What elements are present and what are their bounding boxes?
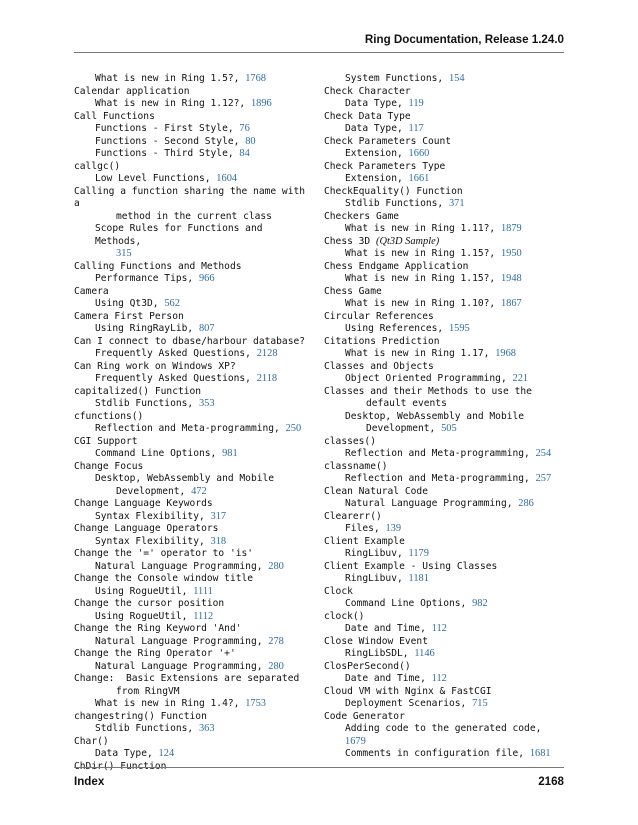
page-reference-link[interactable]: 715 xyxy=(472,698,488,709)
entry-text: Reflection and Meta-programming, xyxy=(95,423,286,434)
page-reference-link[interactable]: 112 xyxy=(431,673,447,684)
index-term xyxy=(74,598,310,611)
entry-text: Chess Game xyxy=(324,285,382,297)
entry-text: Data Type, xyxy=(95,748,159,759)
entry-text: callgc() xyxy=(74,160,121,172)
entry-text: CheckEquality() Function xyxy=(324,185,463,197)
entry-text: What is new in Ring 1.12?, xyxy=(95,98,251,109)
index-subentry xyxy=(324,373,560,386)
index-subentry xyxy=(74,511,310,524)
page-reference-link[interactable]: 1753 xyxy=(245,698,266,709)
index-term xyxy=(74,361,310,374)
index-term xyxy=(74,386,310,399)
page-header-title: Ring Documentation, Release 1.24.0 xyxy=(364,33,564,46)
entry-text: default events xyxy=(366,398,447,409)
entry-text: Classes and Objects xyxy=(324,360,434,372)
index-subentry xyxy=(324,698,560,711)
index-subentry xyxy=(74,536,310,549)
page-reference-link[interactable]: 2118 xyxy=(256,373,278,384)
page-reference-link[interactable]: 1604 xyxy=(216,173,238,184)
index-subentry xyxy=(74,298,310,311)
index-subentry xyxy=(324,573,560,586)
index-subentry xyxy=(74,398,310,411)
index-subentry xyxy=(74,323,310,336)
page-reference-link[interactable]: 250 xyxy=(285,423,302,434)
entry-text: Clearerr() xyxy=(324,510,382,522)
entry-text: Command Line Options, xyxy=(345,598,473,609)
entry-text: Using RingRayLib, xyxy=(95,323,199,334)
index-term xyxy=(74,736,310,749)
entry-text: Client Example - Using Classes xyxy=(324,560,498,572)
index-term xyxy=(324,161,560,174)
index-subentry xyxy=(74,636,310,649)
index-term xyxy=(74,336,310,349)
index-term xyxy=(324,261,560,274)
entry-text: capitalized() Function xyxy=(74,385,202,397)
entry-text: Using Qt3D, xyxy=(95,298,165,309)
index-term xyxy=(324,211,560,224)
entry-text: Change the Ring Keyword 'And' xyxy=(74,623,242,634)
index-subentry xyxy=(324,448,560,461)
entry-text: Reflection and Meta-programming, xyxy=(345,473,536,484)
entry-text: Adding code to the generated code, xyxy=(345,723,548,734)
index-term xyxy=(324,536,560,549)
index-subentry xyxy=(324,473,560,486)
entry-text: Calling a function sharing the name with a xyxy=(74,185,311,209)
index-term xyxy=(324,136,560,149)
entry-text: What is new in Ring 1.10?, xyxy=(345,298,501,309)
index-term xyxy=(324,636,560,649)
page-reference-link[interactable]: 982 xyxy=(472,598,488,609)
entry-text: Desktop, WebAssembly and Mobile xyxy=(95,473,275,484)
index-term xyxy=(74,111,310,124)
entry-text: CGI Support xyxy=(74,435,138,447)
index-subentry xyxy=(74,661,310,674)
entry-text: Check Data Type xyxy=(324,110,411,122)
page-reference-link[interactable]: 318 xyxy=(210,535,227,547)
entry-text: Object Oriented Programming, xyxy=(345,373,513,384)
entry-text: Camera First Person xyxy=(74,310,184,322)
entry-text: method in the current class xyxy=(116,210,272,222)
entry-text: Citations Prediction xyxy=(324,335,440,347)
entry-text: Natural Language Programming, xyxy=(95,660,269,672)
footer-page-number: 2168 xyxy=(538,775,564,788)
page-reference-link[interactable]: 807 xyxy=(198,323,215,334)
entry-text: Stdlib Functions, xyxy=(95,398,199,409)
page-reference-link[interactable]: 117 xyxy=(408,123,424,134)
entry-text: RingLibuv, xyxy=(345,548,409,559)
page-reference-link[interactable]: 353 xyxy=(198,398,215,409)
index-term xyxy=(74,161,310,174)
index-subentry xyxy=(74,123,310,136)
index-subentry xyxy=(74,223,310,248)
entry-text: Classes and their Methods to use the xyxy=(324,385,532,397)
entry-text: Performance Tips, xyxy=(95,273,199,284)
entry-text: Change the cursor position xyxy=(74,598,225,609)
index-subentry xyxy=(324,348,560,361)
page-reference-link[interactable]: 1111 xyxy=(193,585,213,597)
index-subentry xyxy=(324,723,560,748)
index-subentry xyxy=(324,173,560,186)
index-subentry xyxy=(324,411,560,424)
page-reference-link[interactable]: 472 xyxy=(191,485,207,497)
page-reference-link[interactable]: 1879 xyxy=(500,223,522,234)
index-term xyxy=(74,436,310,449)
entry-text: Change: Basic Extensions are separated xyxy=(74,673,300,684)
page-reference-link[interactable]: 221 xyxy=(512,373,529,384)
entry-text: Calendar application xyxy=(74,85,190,97)
entry-text: Can I connect to dbase/harbour database? xyxy=(74,335,306,347)
index-term xyxy=(324,561,560,574)
index-term xyxy=(74,711,310,724)
entry-text: Natural Language Programming, xyxy=(95,635,269,647)
index-subentry xyxy=(324,623,560,636)
index-subentry xyxy=(324,198,560,211)
entry-text: Using RogueUtil, xyxy=(95,610,194,622)
index-term xyxy=(74,498,310,511)
entry-text: Char() xyxy=(74,735,109,747)
index-term xyxy=(74,461,310,474)
index-term xyxy=(324,661,560,674)
index-subentry xyxy=(324,648,560,661)
page-reference-link[interactable]: 119 xyxy=(408,98,424,109)
index-term xyxy=(74,411,310,424)
entry-text: System Functions, xyxy=(345,73,449,84)
entry-text: Date and Time, xyxy=(345,623,432,634)
index-subentry xyxy=(324,748,560,761)
index-term xyxy=(74,648,310,661)
index-subentry xyxy=(74,473,310,486)
entry-text: Check Parameters Count xyxy=(324,135,452,147)
page-reference-link[interactable]: 2128 xyxy=(256,348,278,359)
index-subentry xyxy=(74,348,310,361)
entry-text: Functions - First Style, xyxy=(95,123,240,134)
entry-text: Change the Ring Operator '+' xyxy=(74,648,236,659)
entry-text: classname() xyxy=(324,460,388,472)
page-reference-link[interactable]: 280 xyxy=(268,560,284,572)
page-reference-link[interactable]: 1179 xyxy=(408,548,429,559)
entry-text: Can Ring work on Windows XP? xyxy=(74,360,236,372)
index-column-left xyxy=(74,73,310,773)
index-subentry xyxy=(74,373,310,386)
index-term xyxy=(74,261,310,274)
index-continuation xyxy=(74,686,310,699)
index-term xyxy=(324,236,560,249)
page-reference-link[interactable]: 112 xyxy=(431,623,447,634)
index-subentry xyxy=(74,73,310,86)
index-term xyxy=(324,86,560,99)
entry-text: What is new in Ring 1.15?, xyxy=(345,273,501,284)
entry-text: Command Line Options, xyxy=(95,448,223,459)
index-term xyxy=(324,336,560,349)
index-subentry xyxy=(74,173,310,186)
entry-text: Extension, xyxy=(345,148,409,159)
page-reference-link[interactable]: 1948 xyxy=(500,273,522,284)
entry-text: Calling Functions and Methods xyxy=(74,260,242,272)
index-term xyxy=(324,711,560,724)
index-term xyxy=(74,311,310,324)
entry-text: Stdlib Functions, xyxy=(345,198,449,209)
footer-section-label: Index xyxy=(74,775,105,788)
page-reference-link[interactable]: 1181 xyxy=(408,573,429,584)
entry-text: Cloud VM with Nginx & FastCGI xyxy=(324,685,492,697)
index-term xyxy=(74,286,310,299)
index-subentry xyxy=(324,73,560,86)
index-term xyxy=(324,461,560,474)
entry-text: What is new in Ring 1.4?, xyxy=(95,698,246,709)
index-term xyxy=(324,186,560,199)
entry-text: Data Type, xyxy=(345,98,409,109)
index-subentry xyxy=(324,548,560,561)
index-term xyxy=(324,386,560,399)
entry-text: Change the Console window title xyxy=(74,573,254,584)
index-term xyxy=(324,311,560,324)
index-term xyxy=(324,486,560,499)
index-term xyxy=(74,623,310,636)
entry-text: Scope Rules for Functions and Methods, xyxy=(95,223,269,247)
page-reference-link[interactable]: 505 xyxy=(441,423,457,434)
entry-text: Chess Endgame Application xyxy=(324,260,469,272)
page-reference-link[interactable]: 1896 xyxy=(250,98,272,109)
entry-text: Date and Time, xyxy=(345,673,432,684)
index-subentry xyxy=(324,148,560,161)
entry-text: Natural Language Programming, xyxy=(95,560,269,572)
entry-text: Using RogueUtil, xyxy=(95,585,194,597)
index-term xyxy=(74,548,310,561)
page-reference-link[interactable]: 80 xyxy=(245,135,256,147)
entry-text: RingLibSDL, xyxy=(345,648,415,659)
entry-text: Chess 3D xyxy=(324,235,376,247)
entry-text: Close Window Event xyxy=(324,635,428,647)
entry-text: from RingVM xyxy=(116,685,180,697)
index-continuation xyxy=(74,211,310,224)
page-reference-link[interactable]: 1679 xyxy=(345,735,366,747)
page-reference-link[interactable]: 1867 xyxy=(500,298,522,309)
entry-text: Extension, xyxy=(345,173,409,184)
entry-text: Data Type, xyxy=(345,123,409,134)
entry-text: Frequently Asked Questions, xyxy=(95,373,257,384)
page-reference-link[interactable]: 1661 xyxy=(408,173,430,184)
entry-text: Circular References xyxy=(324,310,434,322)
index-subentry xyxy=(74,98,310,111)
index-term xyxy=(74,673,310,686)
index-continuation xyxy=(74,486,310,499)
page-reference-link[interactable]: 371 xyxy=(448,198,465,209)
entry-text: What is new in Ring 1.17, xyxy=(345,348,496,359)
index-continuation xyxy=(324,398,560,411)
index-term xyxy=(74,573,310,586)
page-reference-link[interactable]: 317 xyxy=(210,510,227,522)
index-term xyxy=(324,586,560,599)
index-term xyxy=(74,86,310,99)
entry-text: Check Parameters Type xyxy=(324,160,446,172)
entry-text: Low Level Functions, xyxy=(95,173,217,184)
entry-text: Clock xyxy=(324,585,353,597)
page-reference-link[interactable]: 1768 xyxy=(245,73,266,84)
page-reference-link[interactable]: 286 xyxy=(518,498,534,509)
entry-text: Files, xyxy=(345,523,386,534)
index-subentry xyxy=(324,123,560,136)
page-reference-link[interactable]: 139 xyxy=(385,523,402,534)
entry-text: Functions - Third Style, xyxy=(95,148,240,159)
page-reference-link[interactable]: 254 xyxy=(535,448,552,459)
entry-text: Desktop, WebAssembly and Mobile xyxy=(345,410,525,422)
entry-text: Change the '=' operator to 'is' xyxy=(74,548,254,559)
entry-text: Change Language Keywords xyxy=(74,498,213,509)
index-subentry xyxy=(324,323,560,336)
index-subentry xyxy=(74,561,310,574)
entry-text: Camera xyxy=(74,285,109,297)
index-subentry xyxy=(324,298,560,311)
page-reference-link[interactable]: 1950 xyxy=(500,248,522,259)
entry-text: Change Language Operators xyxy=(74,523,219,534)
entry-text: Checkers Game xyxy=(324,210,400,222)
page-reference-link[interactable]: 84 xyxy=(239,148,250,159)
index-term xyxy=(324,511,560,524)
entry-text: ChDir() Function xyxy=(74,760,167,772)
entry-text: Stdlib Functions, xyxy=(95,723,199,734)
entry-text: Functions - Second Style, xyxy=(95,135,246,147)
entry-text: Syntax Flexibility, xyxy=(95,510,211,522)
index-subentry xyxy=(74,448,310,461)
index-term xyxy=(324,611,560,624)
index-subentry xyxy=(74,136,310,149)
index-term xyxy=(324,686,560,699)
entry-text: What is new in Ring 1.11?, xyxy=(345,223,501,234)
entry-text: Call Functions xyxy=(74,110,155,122)
index-subentry xyxy=(74,611,310,624)
entry-text: Development, xyxy=(116,485,192,497)
entry-text: Using References, xyxy=(345,323,449,334)
page-reference-link[interactable]: 1146 xyxy=(414,648,435,659)
page-reference-link[interactable]: 966 xyxy=(198,273,215,284)
entry-text: What is new in Ring 1.15?, xyxy=(345,248,501,259)
entry-text: ClosPerSecond() xyxy=(324,660,411,672)
index-subentry xyxy=(324,273,560,286)
page-reference-link[interactable]: 257 xyxy=(535,473,552,484)
index-subentry xyxy=(324,498,560,511)
entry-text: Comments in configuration file, xyxy=(345,748,530,759)
page-reference-link[interactable]: 1968 xyxy=(495,348,516,359)
entry-text: clock() xyxy=(324,610,365,622)
page-reference-link[interactable]: 1112 xyxy=(193,610,214,622)
index-term xyxy=(324,361,560,374)
index-term xyxy=(324,286,560,299)
entry-text: cfunctions() xyxy=(74,410,144,422)
entry-text: Client Example xyxy=(324,535,405,547)
entry-text: RingLibuv, xyxy=(345,573,409,584)
entry-text: Reflection and Meta-programming, xyxy=(345,448,536,459)
index-subentry xyxy=(74,748,310,761)
index-subentry xyxy=(324,223,560,236)
index-subentry xyxy=(324,98,560,111)
index-term xyxy=(74,523,310,536)
entry-italic-text: (Qt3D Sample) xyxy=(375,235,440,247)
page-reference-link[interactable]: 562 xyxy=(164,298,180,309)
entry-text: Clean Natural Code xyxy=(324,485,428,497)
index-column-right xyxy=(324,73,560,761)
header-rule xyxy=(74,52,564,53)
entry-text: Check Character xyxy=(324,85,411,97)
index-subentry xyxy=(74,723,310,736)
index-continuation xyxy=(74,248,310,261)
index-subentry xyxy=(324,598,560,611)
entry-text: Change Focus xyxy=(74,460,144,472)
page-reference-link[interactable]: 1660 xyxy=(408,148,430,159)
page-reference-link[interactable]: 981 xyxy=(222,448,238,459)
entry-text: Development, xyxy=(366,423,442,434)
page-reference-link[interactable]: 280 xyxy=(268,660,284,672)
entry-text: What is new in Ring 1.5?, xyxy=(95,73,246,84)
footer-rule xyxy=(74,767,564,768)
entry-text: Natural Language Programming, xyxy=(345,498,519,509)
page-reference-link[interactable]: 154 xyxy=(448,73,465,84)
index-term xyxy=(324,436,560,449)
index-continuation xyxy=(324,423,560,436)
index-subentry xyxy=(74,273,310,286)
index-subentry xyxy=(324,523,560,536)
index-subentry xyxy=(74,698,310,711)
entry-text: Frequently Asked Questions, xyxy=(95,348,257,359)
index-subentry xyxy=(74,423,310,436)
index-term xyxy=(74,186,310,211)
page-reference-link[interactable]: 76 xyxy=(239,123,250,134)
index-term xyxy=(324,111,560,124)
page-reference-link[interactable]: 363 xyxy=(198,723,215,734)
entry-text: classes() xyxy=(324,435,376,447)
page-reference-link[interactable]: 278 xyxy=(268,635,284,647)
page-reference-link[interactable]: 315 xyxy=(116,248,132,259)
index-subentry xyxy=(324,673,560,686)
index-subentry xyxy=(324,248,560,261)
index-subentry xyxy=(74,586,310,599)
entry-text: changestring() Function xyxy=(74,710,207,722)
index-subentry xyxy=(74,148,310,161)
entry-text: Deployment Scenarios, xyxy=(345,698,473,709)
page-reference-link[interactable]: 1595 xyxy=(448,323,470,334)
page-reference-link[interactable]: 124 xyxy=(158,748,175,759)
page-reference-link[interactable]: 1681 xyxy=(529,748,551,759)
entry-text: Code Generator xyxy=(324,710,405,722)
entry-text: Syntax Flexibility, xyxy=(95,535,211,547)
